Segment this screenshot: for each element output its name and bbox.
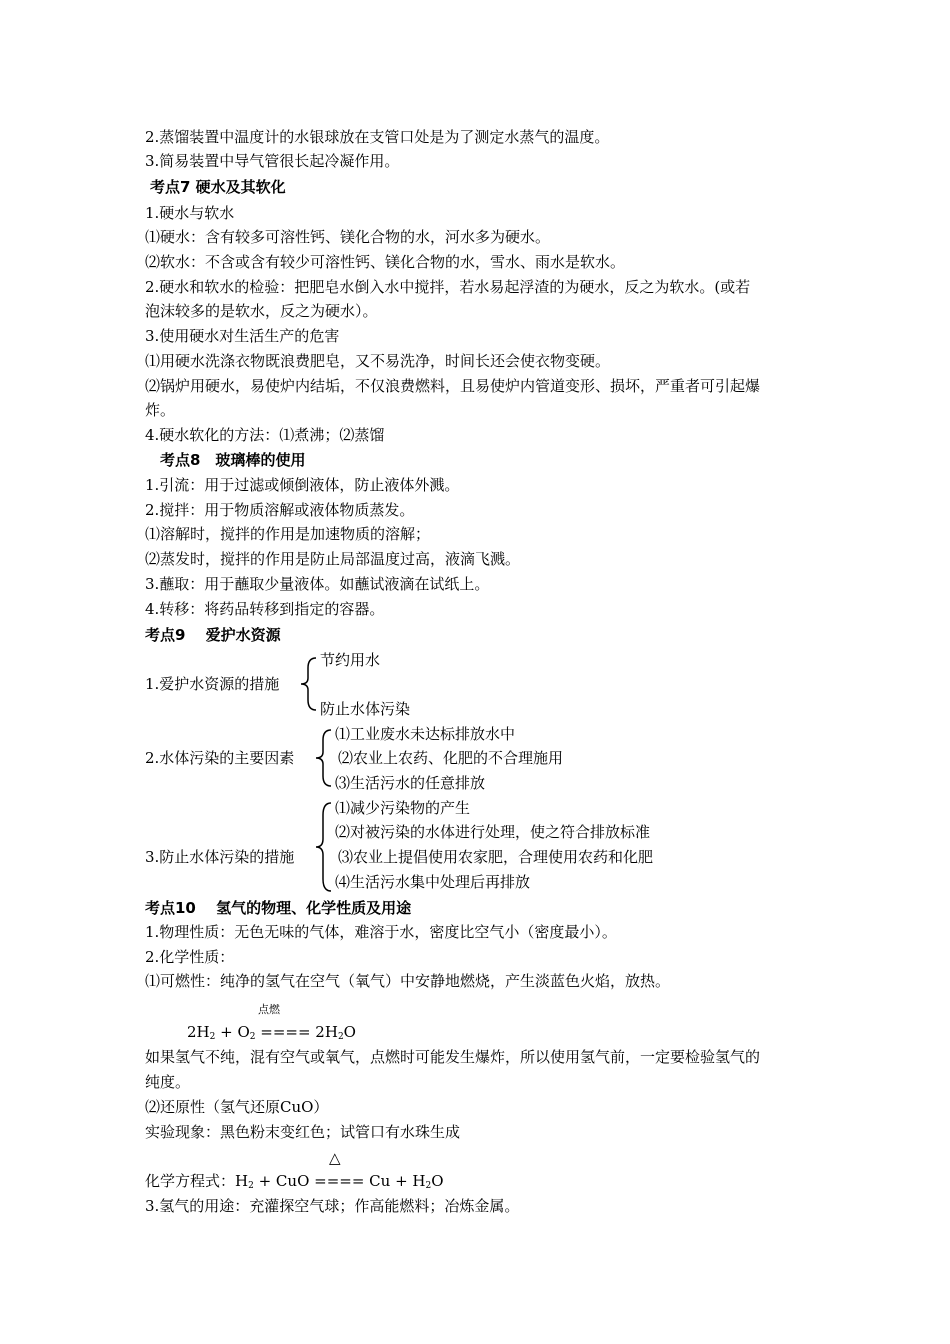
text-line: ⑵还原性（氢气还原CuO）: [145, 1098, 329, 1116]
equation: $2H_2 + O_2$ ==== $2H_2O$: [187, 1023, 356, 1042]
text-line: 实验现象：黑色粉末变红色；试管口有水珠生成: [145, 1123, 461, 1141]
section-heading: 考点8 玻璃棒的使用: [160, 451, 306, 469]
text-line: 2.搅拌：用于物质溶解或液体物质蒸发。: [145, 501, 415, 519]
text-line: ⑴溶解时，搅拌的作用是加速物质的溶解；: [145, 525, 431, 543]
text-line: 3.简易装置中导气管很长起冷凝作用。: [145, 152, 400, 170]
brace-label: 2.水体污染的主要因素: [145, 749, 295, 767]
text-line: 炸。: [145, 401, 176, 419]
section-heading: 考点9 爱护水资源: [145, 626, 281, 644]
text-line: ⑴硬水：含有较多可溶性钙、镁化合物的水，河水多为硬水。: [145, 228, 551, 246]
text-line: 3.氢气的用途：充灌探空气球；作高能燃料；冶炼金属。: [145, 1197, 520, 1215]
brace-icon: [299, 656, 319, 712]
brace-label: 3.防止水体污染的措施: [145, 848, 295, 866]
list-item: ⑷生活污水集中处理后再排放: [335, 873, 531, 891]
text-line: 2.化学性质：: [145, 948, 235, 966]
list-item: ⑶农业上提倡使用农家肥，合理使用农药和化肥: [338, 848, 654, 866]
list-item: ⑵对被污染的水体进行处理，使之符合排放标准: [335, 823, 651, 841]
text-line: 1.硬水与软水: [145, 204, 235, 222]
text-line: 4.转移：将药品转移到指定的容器。: [145, 600, 385, 618]
text-line: 2.硬水和软水的检验：把肥皂水倒入水中搅拌，若水易起浮渣的为硬水，反之为软水。(或若: [145, 278, 751, 296]
text-line: 3.蘸取：用于蘸取少量液体。如蘸试液滴在试纸上。: [145, 575, 490, 593]
text-line: ⑵蒸发时，搅拌的作用是防止局部温度过高，液滴飞溅。: [145, 550, 521, 568]
list-item: ⑶生活污水的任意排放: [335, 774, 486, 792]
list-item: ⑵农业上农药、化肥的不合理施用: [338, 749, 564, 767]
text-line: ⑵软水：不含或含有较少可溶性钙、镁化合物的水，雪水、雨水是软水。: [145, 253, 626, 271]
brace-icon: [314, 728, 334, 788]
brace-icon: [314, 801, 334, 893]
text-line: ⑵锅炉用硬水，易使炉内结垢，不仅浪费燃料，且易使炉内管道变形、损坏，严重者可引起爆: [145, 377, 761, 395]
section-heading: 考点7 硬水及其软化: [150, 178, 286, 196]
list-item: 防止水体污染: [320, 700, 411, 718]
text-line: 泡沫较多的是软水，反之为硬水）。: [145, 302, 378, 320]
reaction-condition: 点燃: [258, 1003, 280, 1016]
text-line: ⑴可燃性：纯净的氢气在空气（氧气）中安静地燃烧，产生淡蓝色火焰，放热。: [145, 972, 671, 990]
text-line: 1.物理性质：无色无味的气体，难溶于水，密度比空气小（密度最小）。: [145, 923, 617, 941]
reaction-condition: △: [329, 1149, 341, 1167]
text-line: 1.引流：用于过滤或倾倒液体，防止液体外溅。: [145, 476, 460, 494]
list-item: 节约用水: [320, 651, 381, 669]
equation: 化学方程式：$H_2$ + CuO ==== $Cu + H_2O$: [145, 1172, 444, 1191]
section-heading: 考点10 氢气的物理、化学性质及用途: [145, 899, 412, 917]
text-line: 如果氢气不纯，混有空气或氧气，点燃时可能发生爆炸，所以使用氢气前，一定要检验氢气的: [145, 1048, 761, 1066]
text-line: 纯度。: [145, 1073, 191, 1091]
list-item: ⑴减少污染物的产生: [335, 799, 471, 817]
text-line: 4.硬水软化的方法：⑴煮沸；⑵蒸馏: [145, 426, 385, 444]
brace-label: 1.爱护水资源的措施: [145, 675, 280, 693]
text-line: 3.使用硬水对生活生产的危害: [145, 327, 340, 345]
list-item: ⑴工业废水未达标排放水中: [335, 725, 516, 743]
text-line: ⑴用硬水洗涤衣物既浪费肥皂，又不易洗净，时间长还会使衣物变硬。: [145, 352, 611, 370]
text-line: 2.蒸馏装置中温度计的水银球放在支管口处是为了测定水蒸气的温度。: [145, 128, 610, 146]
